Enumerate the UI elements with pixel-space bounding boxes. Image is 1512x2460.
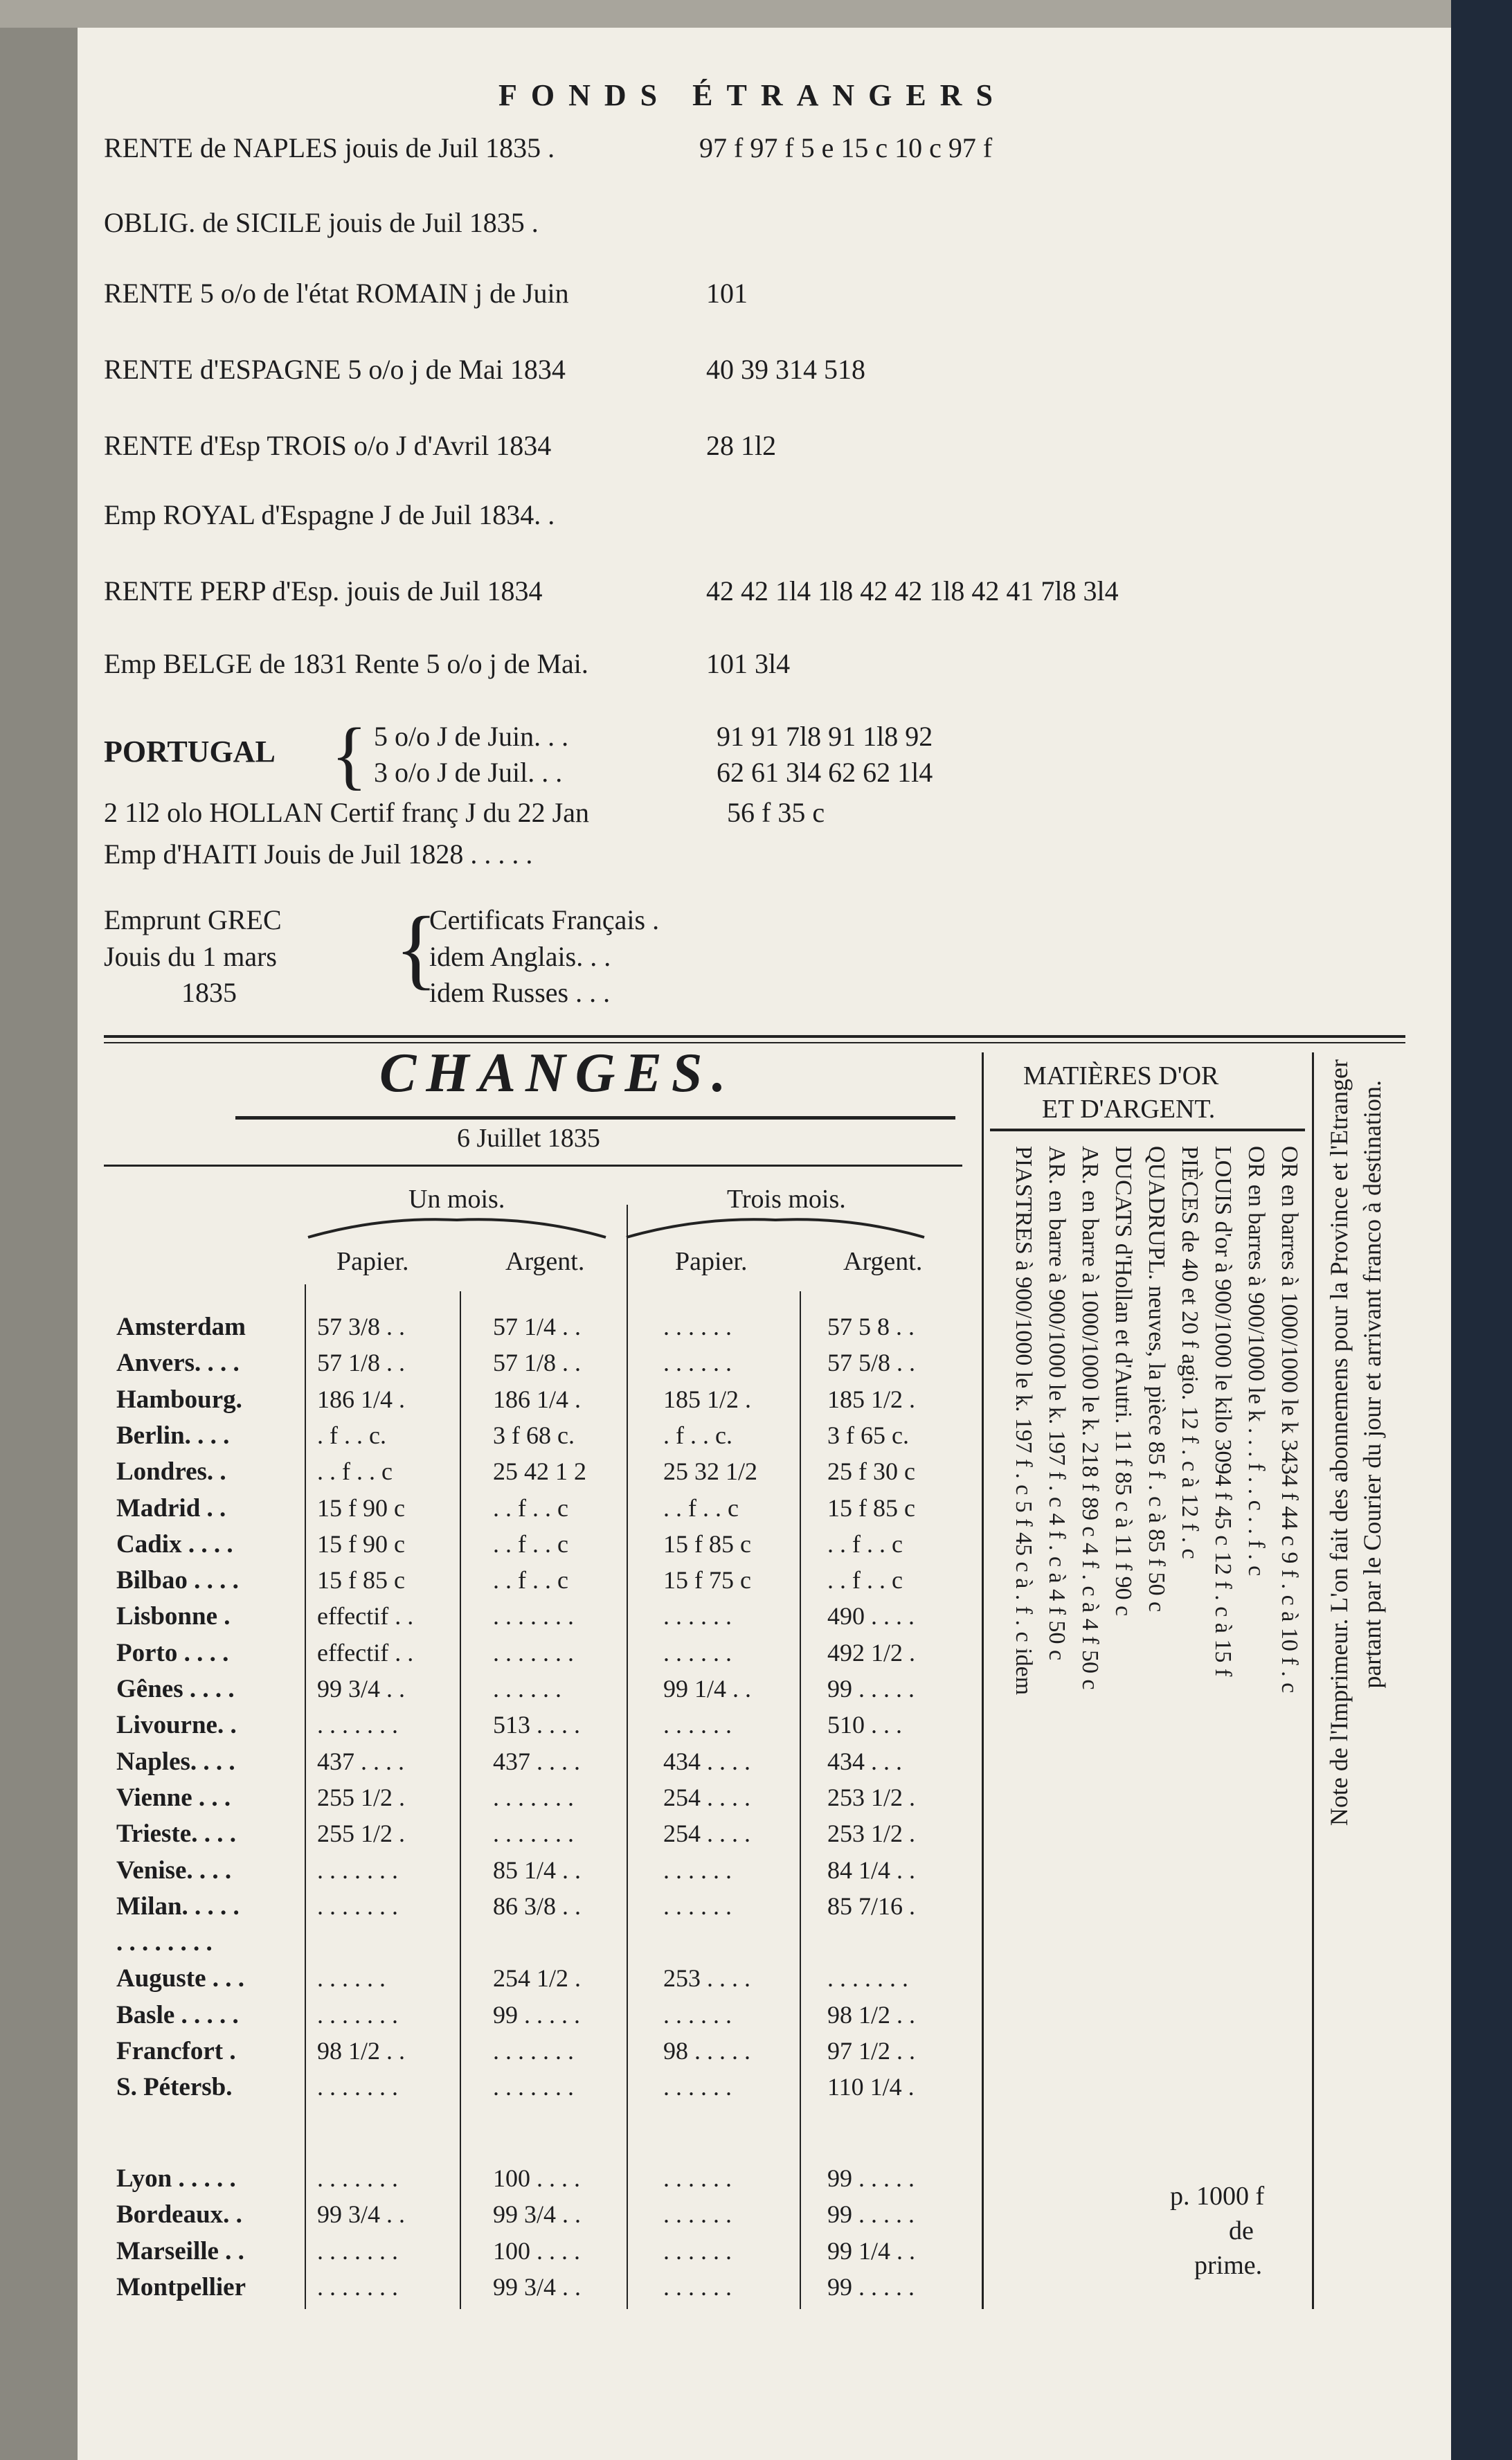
exchange-rate-cell: 85 7/16 .	[827, 1892, 916, 1920]
exchange-rate-cell: 437 . . . .	[317, 1747, 404, 1775]
exchange-rate-cell: . . . . . . .	[317, 2272, 398, 2301]
fonds-row-values: 97 f 97 f 5 e 15 c 10 c 97 f	[699, 132, 993, 163]
exchange-rate-cell: 97 1/2 . .	[827, 2037, 916, 2065]
exchange-rate-cell: 253 1/2 .	[827, 1820, 916, 1848]
exchange-rate-cell: . . f . . c	[827, 1529, 903, 1558]
exchange-rate-cell: . f . . c.	[317, 1421, 386, 1449]
exchange-rate-cell: . . f . . c	[493, 1493, 568, 1522]
hollan-label: 2 1l2 olo HOLLAN Certif franç J du 22 Jan	[104, 797, 589, 828]
printer-note-line2: partant par le Courier du jour et arrivant franco à destination.	[1358, 1080, 1386, 1689]
exchange-city: Hambourg.	[116, 1385, 242, 1414]
exchange-rate-cell: . . . . . . .	[317, 1711, 398, 1739]
exchange-rate-cell: . f . . c.	[663, 1421, 732, 1449]
exchange-rate-cell: . . . . . . .	[493, 1602, 574, 1631]
grec-cert3: idem Russes . . .	[429, 977, 611, 1008]
exchange-city: Venise. . . .	[116, 1856, 232, 1885]
exchange-rate-cell: 99 3/4 . .	[493, 2272, 582, 2301]
exchange-rate-cell: 254 1/2 .	[493, 1964, 582, 1993]
exchange-rate-cell: 255 1/2 .	[317, 1820, 406, 1848]
exchange-rate-cell: 99 . . . . .	[493, 2000, 580, 2029]
exchange-city: Vienne . . .	[116, 1783, 231, 1812]
exchange-city: Basle . . . . .	[116, 2000, 239, 2029]
exchange-rate-cell: . . . . . . .	[317, 2073, 398, 2101]
changes-date: 6 Juillet 1835	[457, 1124, 600, 1153]
section-title-fonds: FONDS ÉTRANGERS	[498, 78, 1007, 112]
exchange-city: Cadix . . . .	[116, 1529, 233, 1559]
exchange-rate-cell: . . . . . .	[663, 2272, 732, 2301]
exchange-rate-cell: 98 1/2 . .	[827, 2000, 916, 2029]
exchange-rate-cell: . . f . . c	[493, 1529, 568, 1558]
fonds-row-label: RENTE 5 o/o de l'état ROMAIN j de Juin	[104, 278, 569, 309]
exchange-rate-cell: . . f . . c	[663, 1493, 739, 1522]
exchange-city: Porto . . . .	[116, 1638, 229, 1667]
exchange-city: Lyon . . . . .	[116, 2164, 236, 2193]
col-rule	[800, 1291, 801, 2309]
exchange-rate-cell: . . . . . . .	[317, 2236, 398, 2265]
exchange-rate-cell: 15 f 85 c	[663, 1529, 751, 1558]
exchange-rate-cell: 490 . . . .	[827, 1602, 915, 1631]
un-mois-brace	[305, 1213, 609, 1241]
exchange-rate-cell: 492 1/2 .	[827, 1638, 916, 1667]
exchange-rate-cell: 437 . . . .	[493, 1747, 580, 1775]
exchange-rate-cell: 3 f 68 c.	[493, 1421, 575, 1449]
exchange-rate-cell: . . . . . . .	[827, 1964, 908, 1993]
exchange-rate-cell: . . . . . .	[663, 1602, 732, 1631]
col-rule	[460, 1291, 461, 2309]
fonds-row-label: Emp BELGE de 1831 Rente 5 o/o j de Mai.	[104, 648, 588, 679]
exchange-rate-cell: 85 1/4 . .	[493, 1856, 582, 1884]
col-header-papier-1: Papier.	[336, 1247, 409, 1276]
exchange-rate-cell: . . . . . . .	[317, 1892, 398, 1920]
portugal-line1-label: 5 o/o J de Juin. . .	[374, 721, 569, 752]
exchange-rate-cell: . . . . . . .	[493, 2037, 574, 2065]
exchange-rate-cell: . . . . . .	[663, 2000, 732, 2029]
exchange-rate-cell: 100 . . . .	[493, 2164, 580, 2192]
exchange-city: Auguste . . .	[116, 1964, 245, 1993]
exchange-rate-cell: . . . . . . .	[317, 2164, 398, 2192]
prime-line3: prime.	[1194, 2251, 1263, 2280]
exchange-rate-cell: 57 5/8 . .	[827, 1349, 916, 1377]
exchange-rate-cell: . . . . . .	[663, 1313, 732, 1340]
exchange-rate-cell: 25 f 30 c	[827, 1457, 915, 1486]
exchange-rate-cell: 254 . . . .	[663, 1820, 750, 1848]
exchange-city: Marseille . .	[116, 2236, 244, 2265]
col-rule	[627, 1205, 628, 2309]
exchange-rate-cell: 57 1/4 . .	[493, 1313, 582, 1340]
matieres-line: PIÈCES de 40 et 20 f agio. 12 f . c à 12 f . c	[1177, 1146, 1203, 1559]
grec-line3: 1835	[181, 977, 237, 1008]
un-mois-label: Un mois.	[408, 1185, 505, 1214]
changes-title: CHANGES.	[379, 1043, 736, 1104]
fonds-row-label: OBLIG. de SICILE jouis de Juil 1835 .	[104, 207, 539, 238]
matieres-line: AR. en barre à 900/1000 le k. 197 f . c 4 f . c à 4 f 50 c	[1044, 1146, 1070, 1661]
haiti-label: Emp d'HAITI Jouis de Juil 1828 . . . . .	[104, 838, 533, 870]
exchange-rate-cell: . . . . . .	[663, 1349, 732, 1377]
fonds-row-label: Emp ROYAL d'Espagne J de Juil 1834. .	[104, 499, 555, 530]
exchange-rate-cell: 3 f 65 c.	[827, 1421, 909, 1449]
matieres-line: LOUIS d'or à 900/1000 le kilo 3094 f 45 c 12 f . c à 15 f	[1210, 1146, 1236, 1677]
exchange-city: Berlin. . . .	[116, 1421, 230, 1450]
exchange-rate-cell: . . . . . . .	[493, 1783, 574, 1811]
portugal-brace: {	[331, 712, 368, 797]
exchange-rate-cell: . . . . . . .	[317, 1856, 398, 1884]
exchange-rate-cell: . . . . . .	[663, 1892, 732, 1920]
exchange-rate-cell: . . . . . . .	[493, 1638, 574, 1667]
exchange-rate-cell: . . . . . .	[663, 2073, 732, 2101]
exchange-rate-cell: 15 f 75 c	[663, 1566, 751, 1595]
exchange-rate-cell: 98 1/2 . .	[317, 2037, 406, 2065]
exchange-rate-cell: 15 f 85 c	[827, 1493, 915, 1522]
portugal-line2-values: 62 61 3l4 62 62 1l4	[717, 757, 933, 788]
fonds-row-values: 42 42 1l4 1l8 42 42 1l8 42 41 7l8 3l4	[706, 575, 1119, 607]
exchange-rate-cell: 434 . . . .	[663, 1747, 750, 1775]
exchange-rate-cell: 57 1/8 . .	[493, 1349, 582, 1377]
col-rule	[305, 1284, 306, 2309]
fonds-row-label: RENTE d'Esp TROIS o/o J d'Avril 1834	[104, 430, 552, 461]
matieres-line: OR en barres à 1000/1000 le k 3434 f 44 c 9 f . c à 10 f . c	[1277, 1146, 1302, 1694]
exchange-rate-cell: . . f . . c	[493, 1566, 568, 1595]
col-header-papier-2: Papier.	[675, 1247, 748, 1276]
exchange-rate-cell: 99 3/4 . .	[317, 1675, 406, 1703]
exchange-rate-cell: 15 f 90 c	[317, 1493, 405, 1522]
exchange-rate-cell: 110 1/4 .	[827, 2073, 915, 2101]
exchange-city: Londres. .	[116, 1457, 226, 1487]
exchange-rate-cell: effectif . .	[317, 1602, 414, 1631]
exchange-rate-cell: 99 1/4 . .	[827, 2236, 916, 2265]
exchange-rate-cell: 253 1/2 .	[827, 1783, 916, 1811]
matieres-line: OR en barres à 900/1000 le k . . . f . . c . . f . c	[1243, 1146, 1269, 1577]
portugal-label: PORTUGAL	[104, 735, 276, 769]
matieres-line: QUADRUPL. neuves, la pièce 85 f . c à 85 f 50 c	[1144, 1146, 1169, 1613]
separator-rule	[104, 1035, 1405, 1038]
matieres-title-1: MATIÈRES D'OR	[1023, 1061, 1219, 1090]
exchange-rate-cell: 255 1/2 .	[317, 1783, 406, 1811]
scan-top-edge	[0, 0, 1512, 28]
grec-cert2: idem Anglais. . .	[429, 941, 611, 972]
fonds-row-label: RENTE d'ESPAGNE 5 o/o j de Mai 1834	[104, 354, 566, 385]
exchange-rate-cell: 100 . . . .	[493, 2236, 580, 2265]
exchange-rate-cell: . . f . . c	[317, 1457, 393, 1486]
grec-line1: Emprunt GREC	[104, 904, 282, 935]
col-header-argent-1: Argent.	[505, 1247, 585, 1276]
exchange-rate-cell: . . f . . c	[827, 1566, 903, 1595]
exchange-rate-cell: 99 . . . . .	[827, 2272, 915, 2301]
exchange-city: Trieste. . . .	[116, 1820, 236, 1849]
exchange-rate-cell: . . . . . .	[663, 2200, 732, 2229]
col-header-argent-2: Argent.	[843, 1247, 923, 1276]
matieres-line: DUCATS d'Hollan et d'Autri. 11 f 85 c à 11 f 90 c	[1110, 1146, 1136, 1617]
exchange-rate-cell: 253 . . . .	[663, 1964, 750, 1993]
exchange-city: Anvers. . . .	[116, 1349, 240, 1378]
exchange-rate-cell: . . . . . .	[663, 2164, 732, 2192]
exchange-rate-cell: 57 5 8 . .	[827, 1313, 915, 1340]
exchange-rate-cell: 185 1/2 .	[663, 1385, 752, 1413]
exchange-rate-cell: 434 . . .	[827, 1747, 902, 1775]
matieres-line: PIASTRES à 900/1000 le k. 197 f . c 5 f 45 c à . f . c idem	[1011, 1146, 1036, 1696]
exchange-rate-cell: 185 1/2 .	[827, 1385, 916, 1413]
prime-line2: de	[1229, 2216, 1254, 2245]
exchange-city: Bordeaux. .	[116, 2200, 242, 2229]
fonds-row-label: RENTE PERP d'Esp. jouis de Juil 1834	[104, 575, 543, 607]
grec-cert1: Certificats Français .	[429, 904, 660, 935]
exchange-rate-cell: . . . . . . .	[493, 2073, 574, 2101]
exchange-rate-cell: 86 3/8 . .	[493, 1892, 582, 1920]
matieres-title-rule	[990, 1129, 1305, 1131]
fonds-row-values: 101 3l4	[706, 648, 791, 679]
exchange-rate-cell: 99 3/4 . .	[317, 2200, 406, 2229]
trois-mois-brace	[623, 1213, 928, 1241]
exchange-rate-cell: 99 1/4 . .	[663, 1675, 752, 1703]
col-rule-note	[1312, 1052, 1314, 2309]
prime-line1: p. 1000 f	[1170, 2182, 1265, 2211]
exchange-city: Montpellier	[116, 2272, 246, 2301]
exchange-rate-cell: . . . . . .	[663, 1638, 732, 1667]
exchange-rate-cell: 25 32 1/2	[663, 1457, 758, 1486]
exchange-city: . . . . . . . .	[116, 1928, 213, 1957]
exchange-city: Lisbonne .	[116, 1602, 231, 1631]
exchange-city: Bilbao . . . .	[116, 1566, 239, 1595]
exchange-rate-cell: 84 1/4 . .	[827, 1856, 916, 1884]
changes-title-rule	[235, 1116, 955, 1120]
exchange-city: Amsterdam	[116, 1313, 246, 1341]
matieres-line: AR. en barre à 1000/1000 le k. 218 f 89 c 4 f . c à 4 f 50 c	[1077, 1146, 1103, 1690]
scan-right-edge	[1451, 0, 1512, 2460]
printer-note-line1: Note de l'Imprimeur. L'on fait des abonnemens pour la Province et l'Etranger	[1325, 1059, 1353, 1826]
exchange-rate-cell: . . . . . . .	[317, 2000, 398, 2029]
separator-rule-thin	[104, 1042, 1405, 1043]
exchange-rate-cell: . . . . . .	[663, 2236, 732, 2265]
exchange-rate-cell: 99 . . . . .	[827, 1675, 915, 1703]
exchange-city: Milan. . . . .	[116, 1892, 240, 1921]
changes-date-rule	[104, 1165, 962, 1167]
portugal-line2-label: 3 o/o J de Juil. . .	[374, 757, 563, 788]
grec-brace: {	[395, 899, 438, 998]
exchange-rate-cell: 510 . . .	[827, 1711, 902, 1739]
exchange-rate-cell: . . . . . .	[663, 1856, 732, 1884]
exchange-rate-cell: 99 3/4 . .	[493, 2200, 582, 2229]
exchange-rate-cell: 57 1/8 . .	[317, 1349, 406, 1377]
exchange-rate-cell: effectif . .	[317, 1638, 414, 1667]
col-rule-matieres	[982, 1052, 984, 2309]
fonds-row-label: RENTE de NAPLES jouis de Juil 1835 .	[104, 132, 555, 163]
exchange-rate-cell: 186 1/4 .	[493, 1385, 582, 1413]
exchange-rate-cell: 15 f 85 c	[317, 1566, 405, 1595]
fonds-row-values: 40 39 314 518	[706, 354, 865, 385]
grec-line2: Jouis du 1 mars	[104, 941, 277, 972]
exchange-rate-cell: 57 3/8 . .	[317, 1313, 406, 1340]
fonds-row-values: 28 1l2	[706, 430, 777, 461]
exchange-rate-cell: . . . . . .	[493, 1675, 561, 1703]
matieres-title-2: ET D'ARGENT.	[1042, 1095, 1216, 1124]
exchange-rate-cell: . . . . . .	[317, 1964, 386, 1993]
exchange-rate-cell: . . . . . .	[663, 1711, 732, 1739]
exchange-rate-cell: 15 f 90 c	[317, 1529, 405, 1558]
exchange-rate-cell: 513 . . . .	[493, 1711, 580, 1739]
exchange-rate-cell: 186 1/4 .	[317, 1385, 406, 1413]
exchange-city: Francfort .	[116, 2037, 236, 2065]
exchange-city: Gênes . . . .	[116, 1675, 235, 1703]
exchange-rate-cell: 99 . . . . .	[827, 2200, 915, 2229]
exchange-rate-cell: 25 42 1 2	[493, 1457, 586, 1486]
exchange-city: Livourne. .	[116, 1711, 237, 1740]
exchange-rate-cell: 254 . . . .	[663, 1783, 750, 1811]
exchange-city: Madrid . .	[116, 1493, 226, 1523]
exchange-rate-cell: 99 . . . . .	[827, 2164, 915, 2192]
exchange-rate-cell: . . . . . . .	[493, 1820, 574, 1848]
exchange-city: Naples. . . .	[116, 1747, 235, 1776]
exchange-rate-cell: 98 . . . . .	[663, 2037, 750, 2065]
hollan-values: 56 f 35 c	[727, 797, 825, 828]
portugal-line1-values: 91 91 7l8 91 1l8 92	[717, 721, 933, 752]
fonds-row-values: 101	[706, 278, 748, 309]
exchange-city: S. Pétersb.	[116, 2073, 233, 2102]
trois-mois-label: Trois mois.	[727, 1185, 846, 1214]
